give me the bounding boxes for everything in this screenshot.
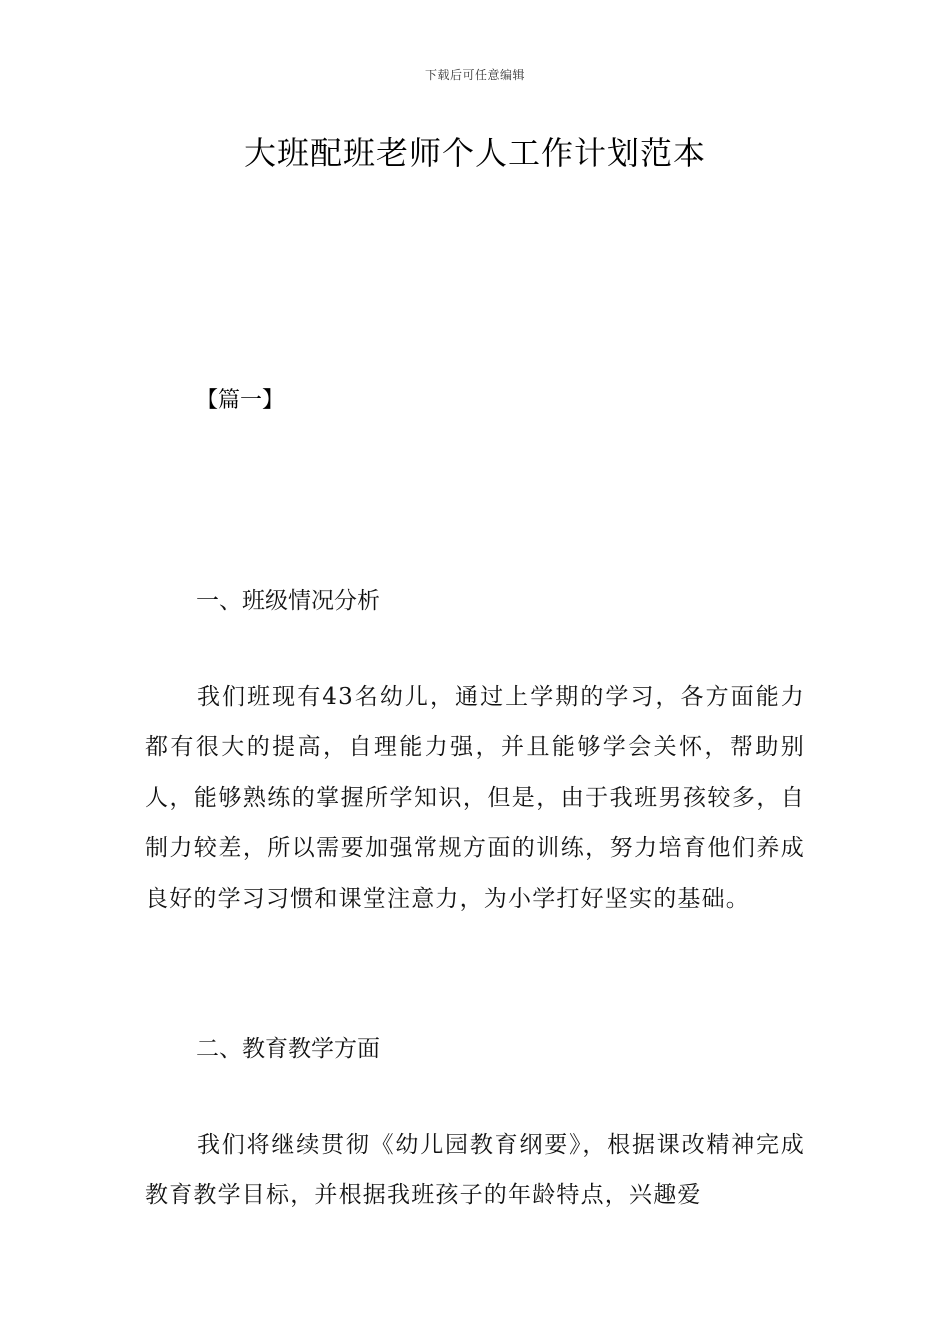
section-heading-class-analysis: 一、班级情况分析 [196, 588, 380, 614]
section-paragraph-class-analysis: 我们班现有43名幼儿，通过上学期的学习，各方面能力都有很大的提高，自理能力强，并且能够学会关怀，帮助别人，能够熟练的掌握所学知识，但是，由于我班男孩较多，自制力较差，所以需要加强常规方面的训练，努力培育他们养成良好的学习习惯和课堂注意力，为小学打好坚实的基础。 [145, 684, 805, 912]
header-note: 下载后可任意编辑 [424, 68, 525, 82]
section-paragraph-education: 我们将继续贯彻《幼儿园教育纲要》，根据课改精神完成教育教学目标，并根据我班孩子的年龄特点，兴趣爱 [145, 1132, 805, 1209]
section-heading-education: 二、教育教学方面 [196, 1036, 380, 1062]
part-label: 【篇一】 [196, 388, 285, 413]
document-title: 大班配班老师个人工作计划范本 [243, 134, 706, 172]
